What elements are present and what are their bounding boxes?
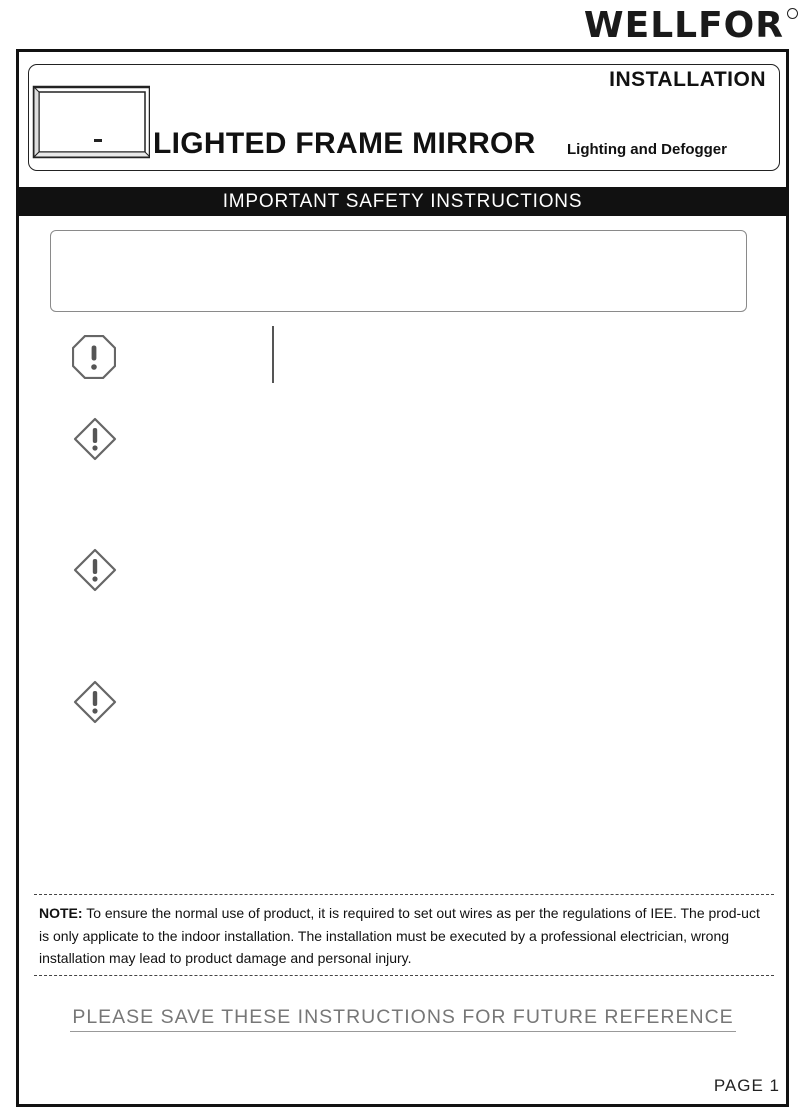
mirror-product-icon bbox=[30, 83, 150, 159]
warning-diamond-icon bbox=[73, 417, 117, 461]
save-instructions-notice: PLEASE SAVE THESE INSTRUCTIONS FOR FUTURE REFERENCE bbox=[70, 1006, 736, 1032]
note-text: To ensure the normal use of product, it is required to set out wires as per the regulations of IEE. The prod-uct is only applicate to the indoor installation. The installation must be executed by a professional electrician, wrong installation may lead to product damage and personal injury. bbox=[39, 905, 760, 966]
product-title: LIGHTED FRAME MIRROR bbox=[153, 127, 536, 160]
installation-note bbox=[39, 902, 769, 970]
dashed-divider-bottom bbox=[34, 975, 774, 976]
product-subtitle: Lighting and Defogger bbox=[567, 141, 727, 158]
page-number: PAGE 1 bbox=[713, 1076, 780, 1095]
dashed-divider-top bbox=[34, 894, 774, 895]
warning-diamond-icon bbox=[73, 680, 117, 724]
warning-diamond-icon bbox=[73, 548, 117, 592]
note-label: NOTE: bbox=[39, 905, 83, 921]
brand-name: WELLFOR bbox=[583, 5, 784, 46]
safety-banner: IMPORTANT SAFETY INSTRUCTIONS bbox=[16, 187, 789, 216]
brand-logo bbox=[584, 4, 784, 48]
content-box bbox=[50, 230, 747, 312]
stop-octagon-icon bbox=[72, 335, 116, 379]
section-label: INSTALLATION bbox=[609, 68, 766, 91]
registered-mark-icon bbox=[787, 8, 798, 19]
vertical-divider bbox=[272, 326, 274, 383]
